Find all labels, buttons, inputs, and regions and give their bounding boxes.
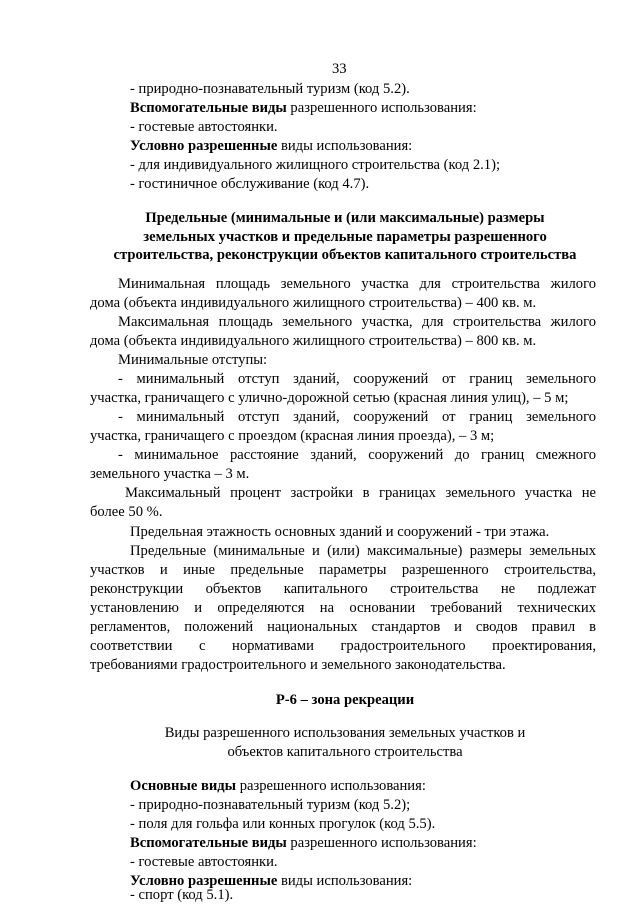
section-label-auxiliary <box>130 99 477 118</box>
paragraph-line: участков и иные предельные параметры разрешенного строительства, <box>90 562 596 578</box>
label-rest: разрешенного использования: <box>236 778 426 794</box>
bold-label: Основные виды <box>130 778 237 794</box>
list-item: - природно-познавательный туризм (код 5.2). <box>130 81 410 97</box>
paragraph-line: Предельные (минимальные и (или) максимальные) размеры земельных <box>130 543 596 559</box>
list-item: - природно-познавательный туризм (код 5.2); <box>130 797 411 813</box>
section-label-conditional <box>130 137 412 156</box>
paragraph-line: дома (объекта индивидуального жилищного строительства) – 400 кв. м. <box>90 295 537 311</box>
paragraph-line: - минимальное расстояние зданий, сооружений до границ смежного <box>118 447 596 463</box>
list-item: - гостевые автостоянки. <box>130 119 278 135</box>
paragraph-line: участка, граничащего с улично-дорожной сетью (красная линия улиц), – 5 м; <box>90 390 569 406</box>
paragraph-line: земельного участка – 3 м. <box>90 466 250 482</box>
bold-label: Вспомогательные виды <box>130 835 287 851</box>
paragraph-line: Минимальные отступы: <box>118 352 268 368</box>
label-rest: разрешенного использования: <box>286 835 477 851</box>
list-item: - гостиничное обслуживание (код 4.7). <box>130 176 370 192</box>
page-number: 33 <box>332 61 347 77</box>
paragraph-line: реконструкции объектов капитального строительства не подлежат <box>90 581 596 597</box>
list-item: - гостевые автостоянки. <box>130 854 278 870</box>
bold-label: Условно разрешенные <box>130 138 278 154</box>
paragraph-line: соответствии с нормативами градостроительного проектирования, <box>90 638 596 654</box>
label-rest: виды использования: <box>277 138 413 154</box>
list-item: - для индивидуального жилищного строительства (код 2.1); <box>130 157 501 173</box>
section-heading <box>90 209 600 265</box>
paragraph-line: Максимальная площадь земельного участка, для строительства жилого <box>118 314 596 330</box>
label-rest: разрешенного использования: <box>286 100 477 116</box>
paragraph-line: Предельная этажность основных зданий и сооружений - три этажа. <box>130 524 550 540</box>
section-label-main <box>130 777 426 796</box>
paragraph-line: более 50 %. <box>90 504 163 520</box>
zone-title: Р-6 – зона рекреации <box>275 692 415 708</box>
paragraph-line: дома (объекта индивидуального жилищного строительства) – 800 кв. м. <box>90 333 537 349</box>
subtitle-line: объектов капитального строительства <box>227 743 463 760</box>
list-item: - поля для гольфа или конных прогулок (код 5.5). <box>130 816 436 832</box>
paragraph-line: регламентов, положений национальных стандартов и сводов правил в <box>90 619 596 635</box>
heading-line: Предельные (минимальные и (или максимальные) размеры <box>145 210 545 226</box>
zone-subtitle <box>90 724 600 761</box>
subtitle-line: Виды разрешенного использования земельных участков и <box>164 725 526 741</box>
bold-label: Условно разрешенные <box>130 873 278 889</box>
paragraph-line: Максимальный процент застройки в границах земельного участка не <box>125 485 596 501</box>
paragraph-line: - минимальный отступ зданий, сооружений от границ земельного <box>118 371 596 387</box>
paragraph-line: - минимальный отступ зданий, сооружений от границ земельного <box>118 409 596 425</box>
heading-line: земельных участков и предельные параметры разрешенного <box>143 228 547 245</box>
paragraph-line: установлению и определяются на основании требований технических <box>90 600 596 616</box>
list-item: - спорт (код 5.1). <box>130 887 234 903</box>
section-label-auxiliary <box>130 834 477 853</box>
paragraph-line: Минимальная площадь земельного участка для строительства жилого <box>118 276 596 292</box>
label-rest: виды использования: <box>277 873 413 889</box>
paragraph-line: участка, граничащего с проездом (красная линия проезда), – 3 м; <box>90 428 495 444</box>
bold-label: Вспомогательные виды <box>130 100 287 116</box>
paragraph-line: требованиями градостроительного и земельного законодательства. <box>90 657 506 673</box>
heading-line: строительства, реконструкции объектов капитального строительства <box>113 247 577 264</box>
